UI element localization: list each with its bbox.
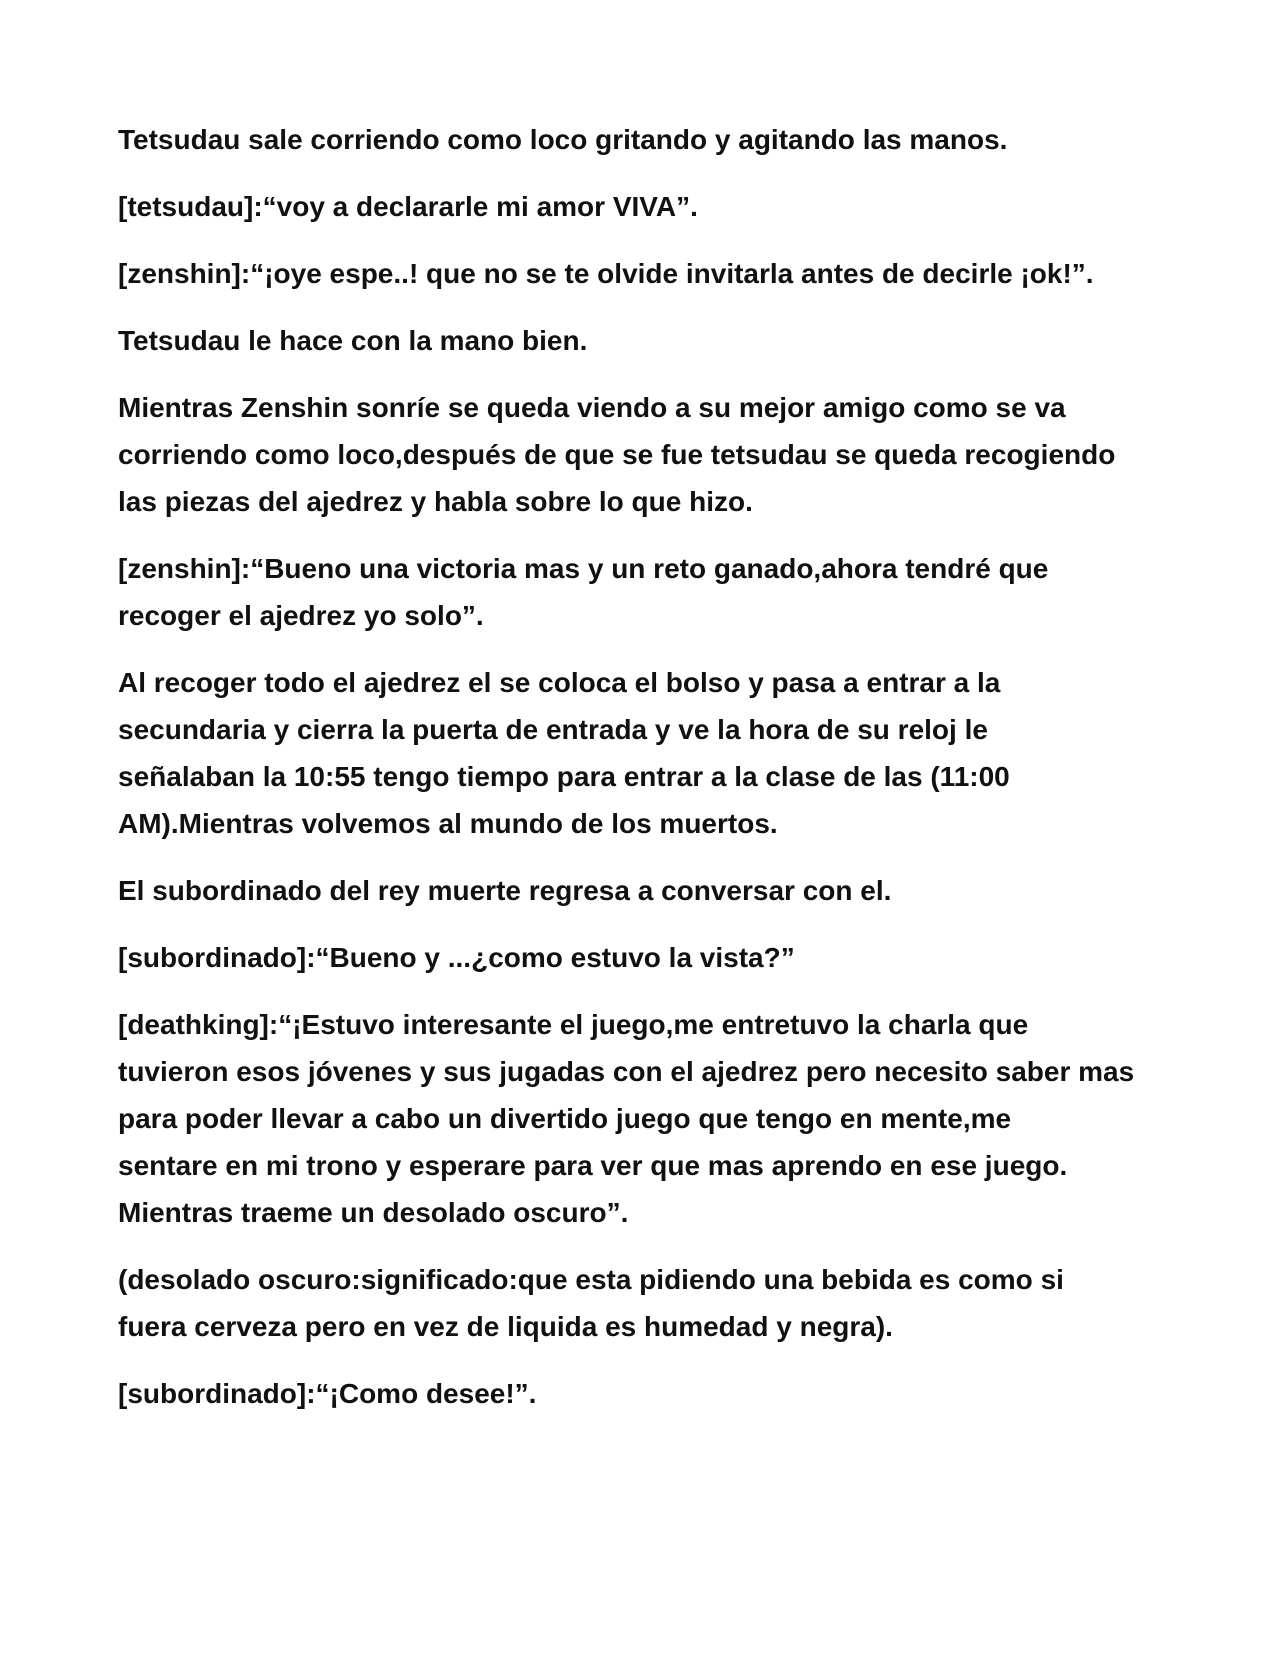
paragraph-dialogue: [zenshin]:“Bueno una victoria mas y un reto ganado,ahora tendré que recoger el ajedrez yo solo”. — [118, 553, 1049, 631]
paragraph-note: (desolado oscuro:significado:que esta pidiendo una bebida es como si fuera cerveza pero en vez de liquida es humedad y negra). — [118, 1264, 1064, 1342]
paragraph-narration: Al recoger todo el ajedrez el se coloca el bolso y pasa a entrar a la secundaria y cierra la puerta de entrada y ve la hora de su reloj le señalaban la 10:55 tengo tiempo para entrar a la clase de las (11:00 AM).Mientras volvemos al mundo de los muertos. — [118, 667, 1010, 839]
paragraph-narration: Tetsudau le hace con la mano bien. — [118, 325, 588, 356]
document-body — [118, 116, 1170, 1437]
paragraph-dialogue: [subordinado]:“Bueno y ...¿como estuvo la vista?” — [118, 942, 795, 973]
paragraph-narration: Mientras Zenshin sonríe se queda viendo a su mejor amigo como se va corriendo como loco,después de que se fue tetsudau se queda recogiendo las piezas del ajedrez y habla sobre lo que hizo. — [118, 392, 1116, 517]
paragraph-dialogue: [subordinado]:“¡Como desee!”. — [118, 1378, 537, 1409]
paragraph-narration: El subordinado del rey muerte regresa a conversar con el. — [118, 875, 892, 906]
paragraph-dialogue: [tetsudau]:“voy a declararle mi amor VIVA”. — [118, 191, 698, 222]
paragraph-dialogue: [zenshin]:“¡oye espe..! que no se te olvide invitarla antes de decirle ¡ok!”. — [118, 258, 1094, 289]
paragraph-dialogue: [deathking]:“¡Estuvo interesante el juego,me entretuvo la charla que tuvieron esos jóvenes y sus jugadas con el ajedrez pero necesito saber mas para poder llevar a cabo un divertido juego que tengo en mente,me sentare en mi trono y esperare para ver que mas aprendo en ese juego. Mientras traeme un desolado oscuro”. — [118, 1009, 1135, 1228]
paragraph-narration: Tetsudau sale corriendo como loco gritando y agitando las manos. — [118, 124, 1008, 155]
